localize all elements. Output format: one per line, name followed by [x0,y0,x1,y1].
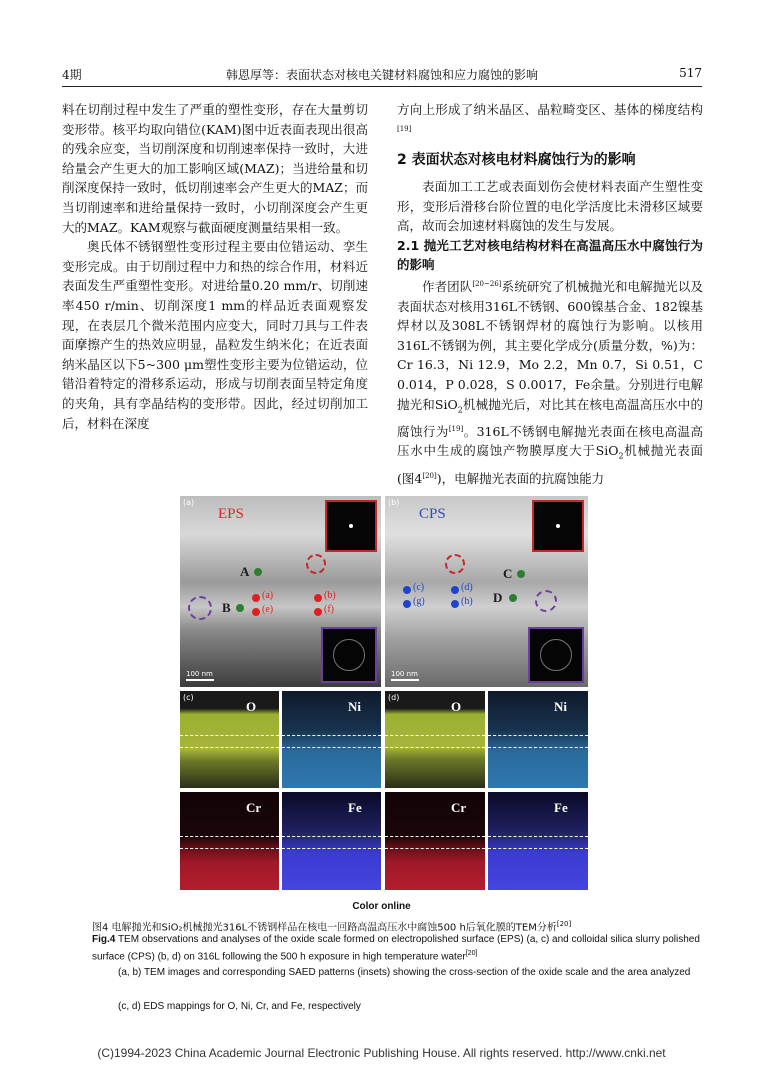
eds-point-label: (e) [262,604,274,615]
tem-panel-a [180,496,381,687]
eds-map-cr: Cr [385,792,485,890]
eds-point-label: (a) [262,590,274,601]
eds-map-cr: Cr [180,792,279,890]
color-online-note: Color online [352,901,411,912]
eds-point [252,608,260,616]
panel-title-cps: CPS [419,506,446,522]
eds-point [403,600,411,608]
eds-point [314,608,322,616]
selected-area-ring [188,596,212,620]
tem-panel-b [385,496,588,687]
selected-area-ring [535,590,557,612]
saed-inset-top [532,500,584,552]
point-marker [254,568,262,576]
point-marker [517,570,525,578]
eds-map-o: (d) O [385,691,485,788]
caption-note-ab: (a, b) TEM images and corresponding SAED patterns (insets) showing the cross-section of the oxide scale and the area analyzed [118,967,691,978]
selected-area-ring [306,554,326,574]
panel-tag: (a) [183,498,195,507]
point-label-d: D [493,590,503,605]
eds-map-ni: Ni [282,691,381,788]
eds-point [451,600,459,608]
saed-inset-bottom [321,627,377,683]
point-label-c: C [503,566,513,581]
eds-point-label: (d) [461,582,473,593]
figure-caption-cn: 图4 电解抛光和SiO₂机械抛光316L不锈钢样品在核电一回路高温高压水中腐蚀500 h后氧化膜的TEM分析[20] [92,920,572,934]
panel-title-eps: EPS [218,506,244,522]
paragraph: 方向上形成了纳米晶区、晶粒畸变区、基体的梯度结构[19] [397,102,703,133]
eds-point-label: (h) [461,596,473,607]
copyright-footer: (C)1994-2023 China Academic Journal Electronic Publishing House. All rights reserved. http://www.cnki.net [97,1046,666,1060]
panel-tag: (b) [388,498,400,507]
eds-point [314,594,322,602]
saed-inset-top [325,500,377,552]
running-header [62,66,702,86]
page-number: 517 [679,66,702,80]
subsection-heading: 2.1 抛光工艺对核电结构材料在高温高压水中腐蚀行为的影响 [397,237,703,273]
eds-panel-c [180,691,381,890]
eds-point [403,586,411,594]
eds-map-fe: Fe [488,792,588,890]
figure-caption-en: Fig.4 TEM observations and analyses of the oxide scale formed on electropolished surface (EPS) (a, c) and colloidal silica slurry polished surface (CPS) (b, d) on 316L following the 500 h exposure in high temperature water[20] [92,934,700,963]
point-label-b: B [222,600,231,615]
point-marker [509,594,517,602]
section-heading: 2 表面状态对核电材料腐蚀行为的影响 [397,152,636,169]
running-title: 韩恩厚等：表面状态对核电关键材料腐蚀和应力腐蚀的影响 [225,68,538,82]
eds-point-label: (b) [324,590,336,601]
eds-point-label: (c) [413,582,425,593]
eds-map-ni: Ni [488,691,588,788]
eds-point-label: (g) [413,596,425,607]
eds-map-fe: Fe [282,792,381,890]
eds-point [451,586,459,594]
eds-map-o: (c) O [180,691,279,788]
scale-bar: 100 nm [186,670,214,681]
eds-panel-d [385,691,588,890]
header-rule [62,86,702,87]
selected-area-ring [445,554,465,574]
paragraph: 作者团队[20~26]系统研究了机械抛光和电解抛光以及表面状态对核用316L不锈钢、600镍基合金、182镍基焊材以及308L不锈钢焊材的腐蚀行为影响。以核用316L不锈钢为例，其主要化学成分(质量分数，%)为：Cr 16.3，Ni 12.9，Mo 2.2，Mn 0.7，Si 0.51，C 0.014，P 0.028，S 0.0017，Fe余量。分别进行电解抛光和SiO$_2$机械抛光后，对比其在核电高温高压水中的腐蚀行为[19]。316L不锈钢电解抛光表面在核电高温高压水中生成的腐蚀产物膜厚度大于SiO$_2$机械抛光表面(图4[20])，电解抛光表面的抗腐蚀能力 [397,279,703,486]
figure-4 [180,496,588,890]
paragraph: 表面加工工艺或表面划伤会使材料表面产生塑性变形，变形后滑移台阶位置的电化学活度比未滑移区域要高，故而会加速材料腐蚀的发生与发展。 [397,178,703,234]
point-marker [236,604,244,612]
eds-point [252,594,260,602]
caption-note-cd: (c, d) EDS mappings for O, Ni, Cr, and Fe, respectively [118,1001,361,1012]
saed-inset-bottom [528,627,584,683]
right-column [397,100,703,488]
issue-number: 4期 [62,68,82,82]
scale-bar: 100 nm [391,670,419,681]
left-column [62,100,368,433]
paragraph: 奥氏体不锈钢塑性变形过程主要由位错运动、孪生变形完成。由于切削过程中力和热的综合作用，材料近表面发生严重塑性变形。对进给量0.20 mm/r、切削速率450 r/min、切削深度1 mm的样品近表面观察发现，在表层几个微米范围内应变大，同时刀具与工件表面摩擦产生的热效应明显，晶粒发生纳米化；在近表面纳米晶区以下5~300 μm塑性变形主要为位错运动，位错沿着特定的滑移系运动，形成与切削表面呈特定角度的夹角，具有孪晶结构的变形带。因此，经过切削加工后，材料在深度 [62,239,368,431]
point-label-a: A [240,564,250,579]
paragraph: 料在切削过程中发生了严重的塑性变形，存在大量剪切变形带。核平均取向错位(KAM)图中近表面表现出很高的残余应变，当切削深度和切削速率保持一致时，大进给量会产生更大的加工影响区域(MAZ)；当进给量和切削深度保持一致时，低切削速率会产生更大的MAZ；而当切削速率和进给量保持一致时，小切削深度会产生更大的MAZ。KAM观察与截面硬度测量结果相一致。 [62,102,368,235]
eds-point-label: (f) [324,604,334,615]
